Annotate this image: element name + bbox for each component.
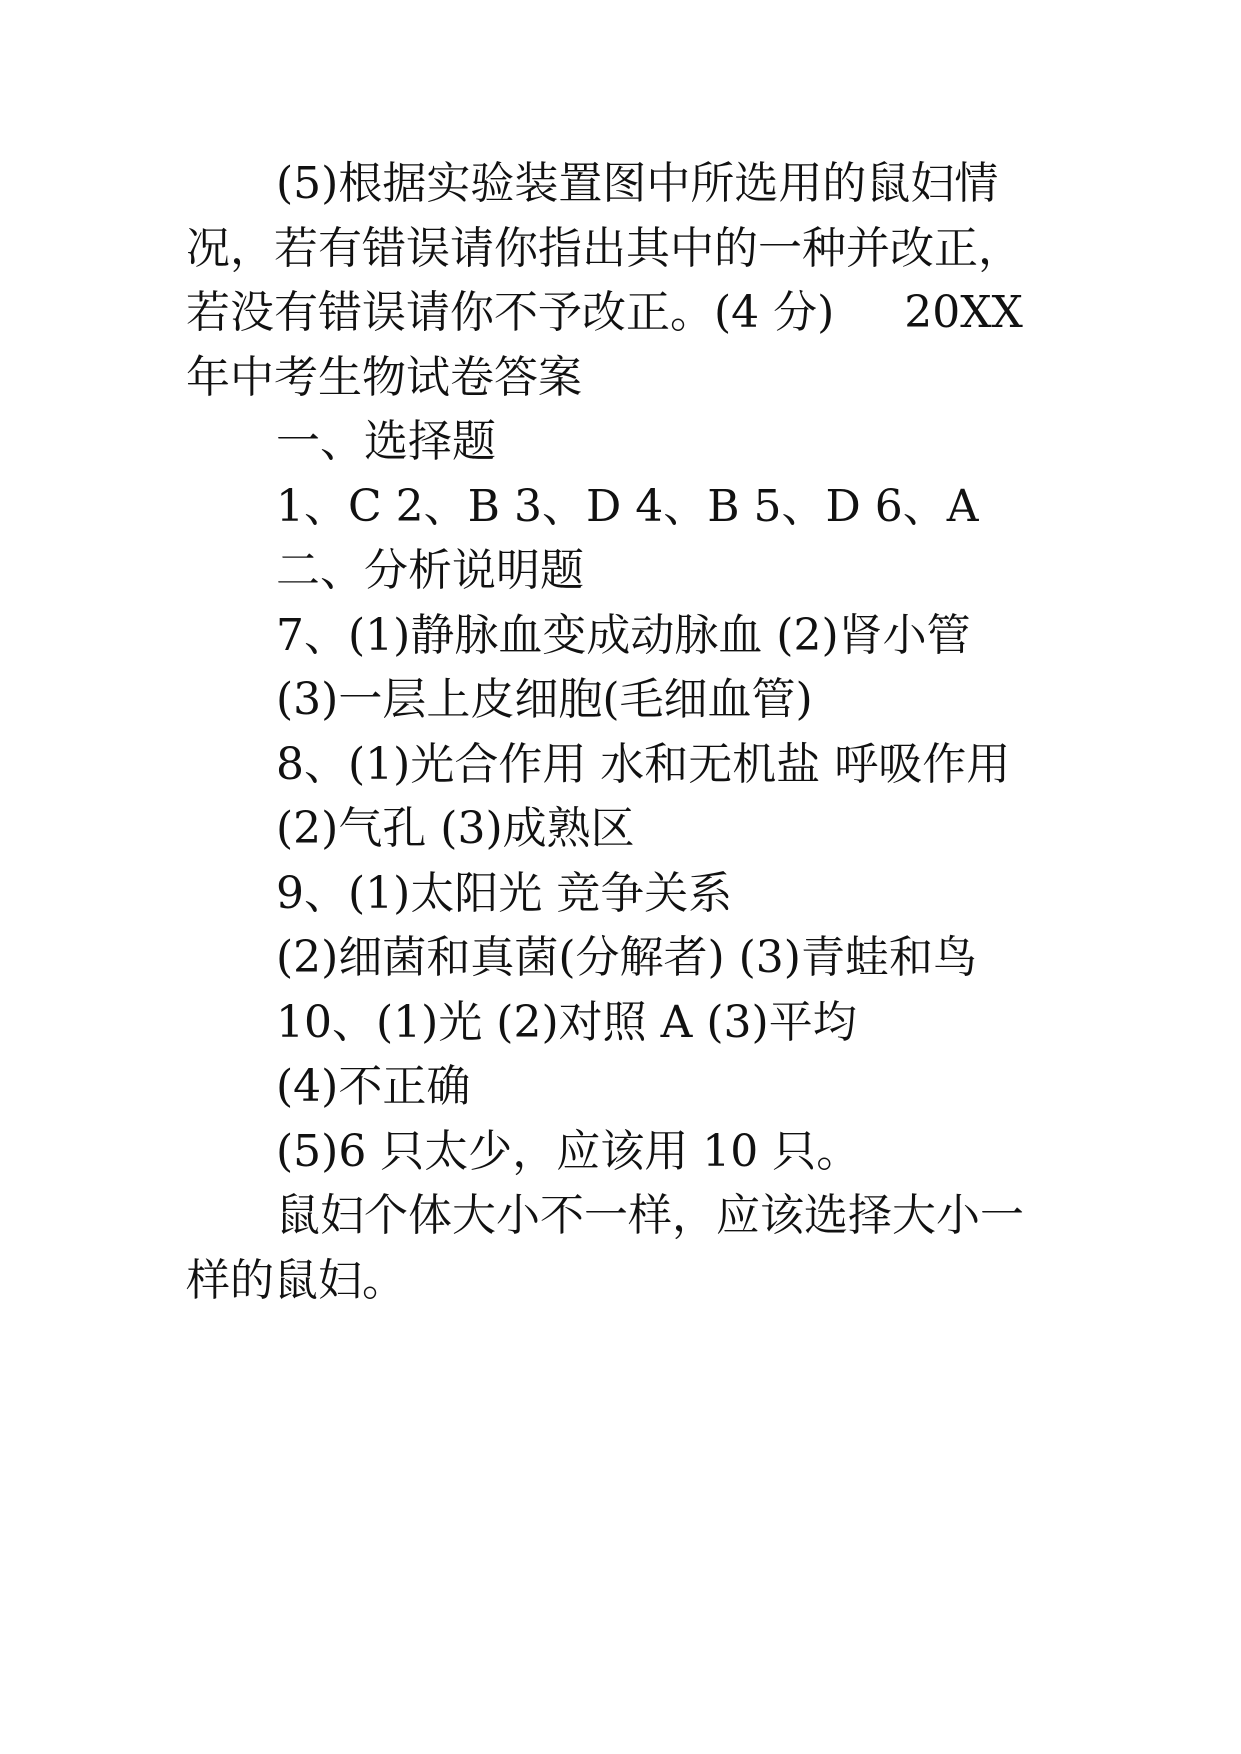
- multiple-choice-answers: 1、C 2、B 3、D 4、B 5、D 6、A: [276, 480, 979, 532]
- answer-line: (4)不正确: [276, 1061, 471, 1112]
- answer-line: 8、(1)光合作用 水和无机盐 呼吸作用: [276, 738, 1011, 790]
- answer-line: 鼠妇个体大小不一样，应该选择大小一: [276, 1190, 1024, 1241]
- answer-line: (2)细菌和真菌(分解者) (3)青蛙和鸟: [276, 932, 977, 983]
- answer-line: (3)一层上皮细胞(毛细血管): [276, 674, 813, 725]
- text-line: 若没有错误请你不予改正。(4 分) 20XX: [186, 287, 1023, 338]
- answer-line: 7、(1)静脉血变成动脉血 (2)肾小管: [276, 609, 971, 661]
- answer-line: 10、(1)光 (2)对照 A (3)平均: [276, 996, 857, 1048]
- text-line: 况，若有错误请你指出其中的一种并改正，: [186, 222, 1022, 274]
- answer-line: 样的鼠妇。: [186, 1254, 406, 1306]
- answer-line: 9、(1)太阳光 竞争关系: [276, 867, 733, 919]
- document-body: [186, 152, 1066, 1313]
- section-heading-multiple-choice: 一、选择题: [276, 416, 496, 467]
- answer-key-title: 年中考生物试卷答案: [186, 351, 582, 403]
- answer-line: (5)6 只太少，应该用 10 只。: [276, 1125, 861, 1177]
- text-line: (5)根据实验装置图中所选用的鼠妇情: [276, 158, 999, 209]
- section-heading-analysis: 二、分析说明题: [276, 545, 584, 596]
- answer-line: (2)气孔 (3)成熟区: [276, 803, 635, 854]
